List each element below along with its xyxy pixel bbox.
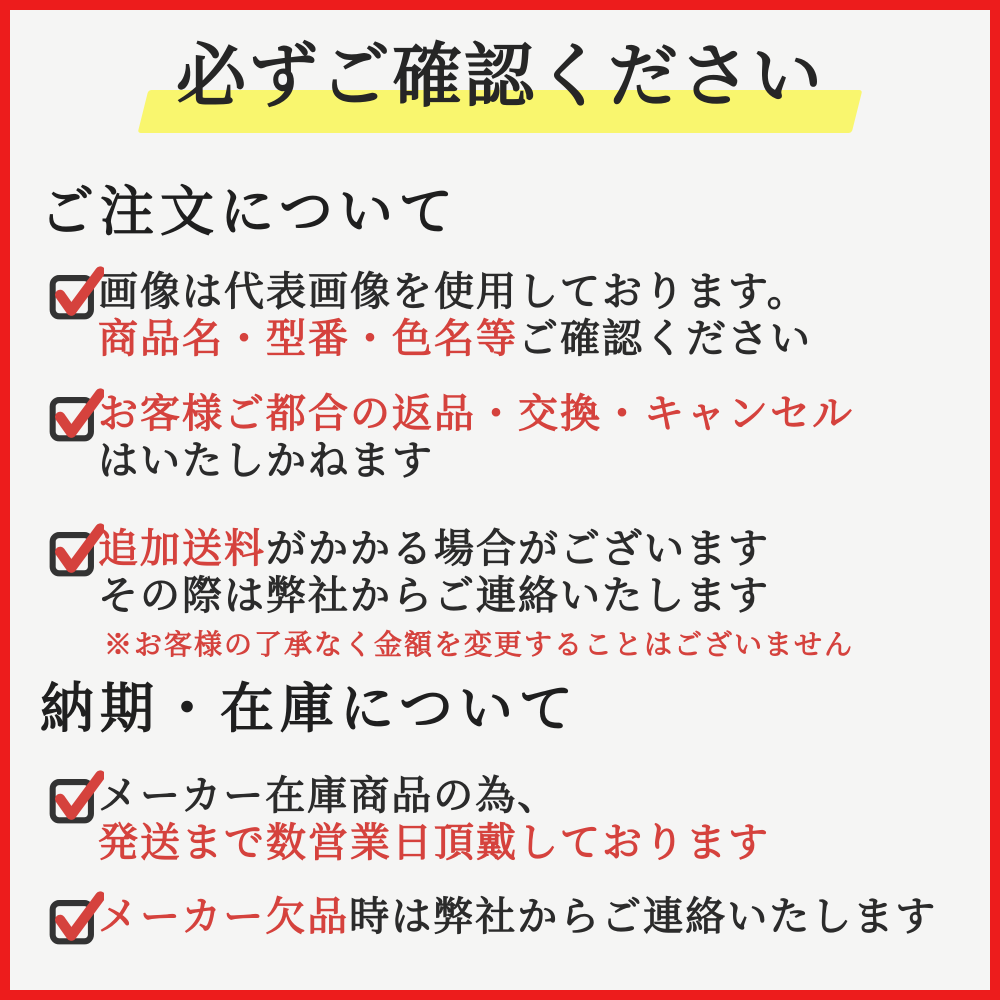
section-heading-orders: ご注文について [40,182,459,242]
item-line [98,268,970,315]
item-line [98,315,970,362]
checkbox-checked-icon [48,386,104,444]
checkbox-checked-icon [48,521,104,579]
item-line [98,893,970,940]
item-note: ※お客様の了承なく金額を変更することはございません [104,630,855,661]
page-title-block [10,39,990,183]
item-text [98,525,970,661]
item-line-text: メーカー在庫商品の為、 [98,773,560,818]
item-text [98,772,970,866]
checklist-item-returns [48,390,970,484]
item-line-text: その際は弊社からご連絡いたします [98,573,770,618]
checklist-item-maker-stock [48,772,970,866]
checklist-item-extra-shipping [48,525,970,661]
item-line-emphasis: 発送まで数営業日頂戴しております [98,820,770,865]
item-line-text: はいたしかねます [98,438,434,483]
item-line-emphasis: 商品名・型番・色名等 [98,316,518,361]
section-heading-delivery-stock: 納期・在庫について [40,679,579,739]
checkbox-checked-icon [48,264,104,322]
item-line [98,437,970,484]
item-text [98,268,970,362]
checkbox-checked-icon [48,889,104,947]
page-title: 必ずご確認ください [176,39,824,116]
checklist-item-representative-image [48,268,970,362]
item-line [98,772,970,819]
item-line [98,390,970,437]
item-text [98,893,970,940]
item-line-text: 画像は代表画像を使用しております。 [98,269,809,314]
item-line-emphasis: 追加送料 [98,526,266,571]
item-line-text: ご確認ください [518,316,812,361]
item-line [98,525,970,572]
item-line-emphasis: お客様ご都合の返品・交換・キャンセル [98,391,854,436]
checklist-item-maker-outofstock [48,893,970,940]
item-line [98,572,970,619]
checkbox-checked-icon [48,768,104,826]
item-text [98,390,970,484]
item-line-text: がかかる場合がございます [266,526,770,571]
item-line-text: 時は弊社からご連絡いたします [349,894,938,939]
item-line-emphasis: メーカー欠品 [98,894,350,939]
item-line [98,819,970,866]
